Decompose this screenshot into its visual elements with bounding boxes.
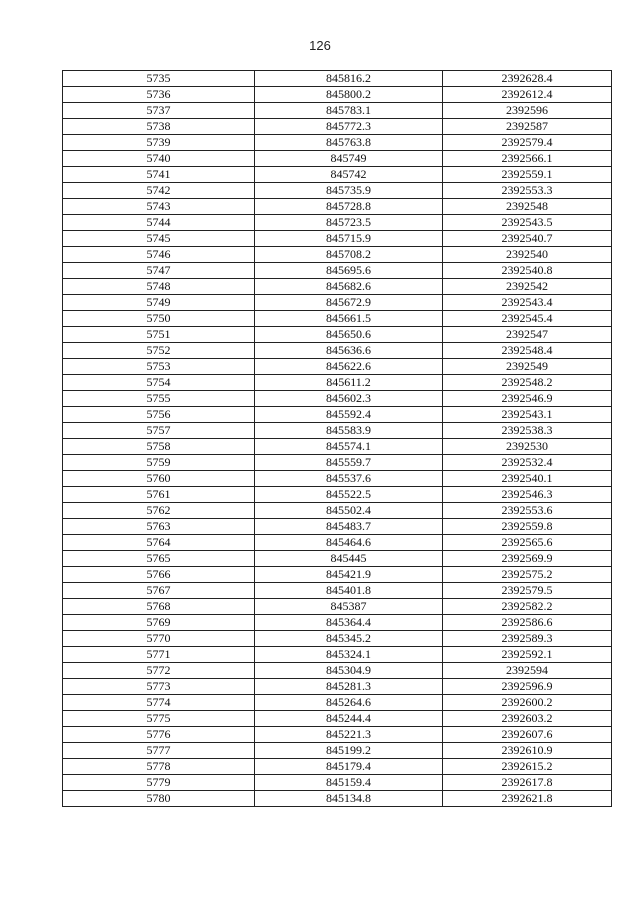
y-coordinate-cell: 2392612.4	[443, 87, 612, 103]
y-coordinate-cell: 2392600.2	[443, 695, 612, 711]
y-coordinate-cell: 2392575.2	[443, 567, 612, 583]
table-row	[63, 151, 612, 167]
y-coordinate-cell: 2392565.6	[443, 535, 612, 551]
point-number-cell: 5770	[63, 631, 255, 647]
point-number-cell: 5775	[63, 711, 255, 727]
y-coordinate-cell: 2392569.9	[443, 551, 612, 567]
x-coordinate-cell: 845682.6	[255, 279, 443, 295]
x-coordinate-cell: 845672.9	[255, 295, 443, 311]
x-coordinate-cell: 845735.9	[255, 183, 443, 199]
coordinates-table-body	[63, 71, 612, 807]
point-number-cell: 5743	[63, 199, 255, 215]
y-coordinate-cell: 2392603.2	[443, 711, 612, 727]
x-coordinate-cell: 845221.3	[255, 727, 443, 743]
point-number-cell: 5778	[63, 759, 255, 775]
y-coordinate-cell: 2392546.9	[443, 391, 612, 407]
y-coordinate-cell: 2392610.9	[443, 743, 612, 759]
point-number-cell: 5766	[63, 567, 255, 583]
point-number-cell: 5771	[63, 647, 255, 663]
y-coordinate-cell: 2392582.2	[443, 599, 612, 615]
coordinates-table-wrapper	[62, 70, 611, 807]
y-coordinate-cell: 2392532.4	[443, 455, 612, 471]
table-row	[63, 567, 612, 583]
x-coordinate-cell: 845611.2	[255, 375, 443, 391]
point-number-cell: 5754	[63, 375, 255, 391]
table-row	[63, 167, 612, 183]
x-coordinate-cell: 845749	[255, 151, 443, 167]
table-row	[63, 279, 612, 295]
y-coordinate-cell: 2392542	[443, 279, 612, 295]
y-coordinate-cell: 2392553.3	[443, 183, 612, 199]
x-coordinate-cell: 845345.2	[255, 631, 443, 647]
table-row	[63, 311, 612, 327]
x-coordinate-cell: 845159.4	[255, 775, 443, 791]
y-coordinate-cell: 2392540.1	[443, 471, 612, 487]
x-coordinate-cell: 845537.6	[255, 471, 443, 487]
y-coordinate-cell: 2392579.5	[443, 583, 612, 599]
table-row	[63, 455, 612, 471]
point-number-cell: 5769	[63, 615, 255, 631]
table-row	[63, 423, 612, 439]
x-coordinate-cell: 845574.1	[255, 439, 443, 455]
x-coordinate-cell: 845445	[255, 551, 443, 567]
x-coordinate-cell: 845772.3	[255, 119, 443, 135]
y-coordinate-cell: 2392538.3	[443, 423, 612, 439]
y-coordinate-cell: 2392607.6	[443, 727, 612, 743]
table-row	[63, 615, 612, 631]
y-coordinate-cell: 2392579.4	[443, 135, 612, 151]
y-coordinate-cell: 2392594	[443, 663, 612, 679]
y-coordinate-cell: 2392587	[443, 119, 612, 135]
table-row	[63, 327, 612, 343]
point-number-cell: 5765	[63, 551, 255, 567]
point-number-cell: 5767	[63, 583, 255, 599]
y-coordinate-cell: 2392548.4	[443, 343, 612, 359]
y-coordinate-cell: 2392543.4	[443, 295, 612, 311]
x-coordinate-cell: 845783.1	[255, 103, 443, 119]
x-coordinate-cell: 845622.6	[255, 359, 443, 375]
point-number-cell: 5746	[63, 247, 255, 263]
x-coordinate-cell: 845708.2	[255, 247, 443, 263]
table-row	[63, 487, 612, 503]
point-number-cell: 5777	[63, 743, 255, 759]
x-coordinate-cell: 845387	[255, 599, 443, 615]
table-row	[63, 519, 612, 535]
point-number-cell: 5773	[63, 679, 255, 695]
x-coordinate-cell: 845763.8	[255, 135, 443, 151]
table-row	[63, 695, 612, 711]
coordinates-table	[62, 70, 612, 807]
x-coordinate-cell: 845800.2	[255, 87, 443, 103]
x-coordinate-cell: 845723.5	[255, 215, 443, 231]
table-row	[63, 135, 612, 151]
y-coordinate-cell: 2392596	[443, 103, 612, 119]
x-coordinate-cell: 845728.8	[255, 199, 443, 215]
x-coordinate-cell: 845281.3	[255, 679, 443, 695]
table-row	[63, 471, 612, 487]
point-number-cell: 5772	[63, 663, 255, 679]
y-coordinate-cell: 2392549	[443, 359, 612, 375]
y-coordinate-cell: 2392586.6	[443, 615, 612, 631]
point-number-cell: 5735	[63, 71, 255, 87]
point-number-cell: 5780	[63, 791, 255, 807]
x-coordinate-cell: 845264.6	[255, 695, 443, 711]
point-number-cell: 5760	[63, 471, 255, 487]
x-coordinate-cell: 845650.6	[255, 327, 443, 343]
table-row	[63, 71, 612, 87]
y-coordinate-cell: 2392566.1	[443, 151, 612, 167]
point-number-cell: 5748	[63, 279, 255, 295]
table-row	[63, 215, 612, 231]
x-coordinate-cell: 845502.4	[255, 503, 443, 519]
point-number-cell: 5736	[63, 87, 255, 103]
y-coordinate-cell: 2392548.2	[443, 375, 612, 391]
point-number-cell: 5753	[63, 359, 255, 375]
x-coordinate-cell: 845636.6	[255, 343, 443, 359]
y-coordinate-cell: 2392553.6	[443, 503, 612, 519]
point-number-cell: 5752	[63, 343, 255, 359]
table-row	[63, 391, 612, 407]
y-coordinate-cell: 2392548	[443, 199, 612, 215]
y-coordinate-cell: 2392596.9	[443, 679, 612, 695]
point-number-cell: 5761	[63, 487, 255, 503]
point-number-cell: 5745	[63, 231, 255, 247]
point-number-cell: 5759	[63, 455, 255, 471]
table-row	[63, 343, 612, 359]
point-number-cell: 5751	[63, 327, 255, 343]
point-number-cell: 5757	[63, 423, 255, 439]
y-coordinate-cell: 2392540	[443, 247, 612, 263]
y-coordinate-cell: 2392546.3	[443, 487, 612, 503]
point-number-cell: 5749	[63, 295, 255, 311]
table-row	[63, 199, 612, 215]
x-coordinate-cell: 845421.9	[255, 567, 443, 583]
table-row	[63, 599, 612, 615]
x-coordinate-cell: 845304.9	[255, 663, 443, 679]
table-row	[63, 103, 612, 119]
x-coordinate-cell: 845715.9	[255, 231, 443, 247]
x-coordinate-cell: 845179.4	[255, 759, 443, 775]
x-coordinate-cell: 845401.8	[255, 583, 443, 599]
x-coordinate-cell: 845134.8	[255, 791, 443, 807]
table-row	[63, 679, 612, 695]
y-coordinate-cell: 2392617.8	[443, 775, 612, 791]
y-coordinate-cell: 2392545.4	[443, 311, 612, 327]
y-coordinate-cell: 2392547	[443, 327, 612, 343]
point-number-cell: 5768	[63, 599, 255, 615]
y-coordinate-cell: 2392559.1	[443, 167, 612, 183]
table-row	[63, 535, 612, 551]
y-coordinate-cell: 2392592.1	[443, 647, 612, 663]
y-coordinate-cell: 2392589.3	[443, 631, 612, 647]
x-coordinate-cell: 845464.6	[255, 535, 443, 551]
y-coordinate-cell: 2392543.5	[443, 215, 612, 231]
point-number-cell: 5774	[63, 695, 255, 711]
point-number-cell: 5758	[63, 439, 255, 455]
x-coordinate-cell: 845364.4	[255, 615, 443, 631]
y-coordinate-cell: 2392621.8	[443, 791, 612, 807]
point-number-cell: 5764	[63, 535, 255, 551]
table-row	[63, 407, 612, 423]
point-number-cell: 5779	[63, 775, 255, 791]
point-number-cell: 5762	[63, 503, 255, 519]
table-row	[63, 295, 612, 311]
x-coordinate-cell: 845244.4	[255, 711, 443, 727]
table-row	[63, 231, 612, 247]
table-row	[63, 663, 612, 679]
table-row	[63, 439, 612, 455]
table-row	[63, 183, 612, 199]
table-row	[63, 743, 612, 759]
x-coordinate-cell: 845742	[255, 167, 443, 183]
y-coordinate-cell: 2392628.4	[443, 71, 612, 87]
point-number-cell: 5742	[63, 183, 255, 199]
point-number-cell: 5741	[63, 167, 255, 183]
table-row	[63, 647, 612, 663]
point-number-cell: 5755	[63, 391, 255, 407]
table-row	[63, 119, 612, 135]
point-number-cell: 5739	[63, 135, 255, 151]
x-coordinate-cell: 845522.5	[255, 487, 443, 503]
table-row	[63, 359, 612, 375]
table-row	[63, 759, 612, 775]
point-number-cell: 5776	[63, 727, 255, 743]
page-number: 126	[309, 38, 331, 53]
point-number-cell: 5756	[63, 407, 255, 423]
x-coordinate-cell: 845695.6	[255, 263, 443, 279]
x-coordinate-cell: 845602.3	[255, 391, 443, 407]
y-coordinate-cell: 2392530	[443, 439, 612, 455]
table-row	[63, 87, 612, 103]
table-row	[63, 247, 612, 263]
table-row	[63, 775, 612, 791]
y-coordinate-cell: 2392559.8	[443, 519, 612, 535]
x-coordinate-cell: 845816.2	[255, 71, 443, 87]
x-coordinate-cell: 845592.4	[255, 407, 443, 423]
table-row	[63, 263, 612, 279]
point-number-cell: 5737	[63, 103, 255, 119]
y-coordinate-cell: 2392540.7	[443, 231, 612, 247]
table-row	[63, 551, 612, 567]
point-number-cell: 5744	[63, 215, 255, 231]
point-number-cell: 5750	[63, 311, 255, 327]
point-number-cell: 5763	[63, 519, 255, 535]
point-number-cell: 5740	[63, 151, 255, 167]
x-coordinate-cell: 845324.1	[255, 647, 443, 663]
table-row	[63, 727, 612, 743]
table-row	[63, 631, 612, 647]
table-row	[63, 375, 612, 391]
x-coordinate-cell: 845583.9	[255, 423, 443, 439]
point-number-cell: 5747	[63, 263, 255, 279]
table-row	[63, 583, 612, 599]
table-row	[63, 791, 612, 807]
y-coordinate-cell: 2392615.2	[443, 759, 612, 775]
y-coordinate-cell: 2392543.1	[443, 407, 612, 423]
y-coordinate-cell: 2392540.8	[443, 263, 612, 279]
table-row	[63, 711, 612, 727]
x-coordinate-cell: 845199.2	[255, 743, 443, 759]
x-coordinate-cell: 845483.7	[255, 519, 443, 535]
x-coordinate-cell: 845559.7	[255, 455, 443, 471]
x-coordinate-cell: 845661.5	[255, 311, 443, 327]
point-number-cell: 5738	[63, 119, 255, 135]
table-row	[63, 503, 612, 519]
